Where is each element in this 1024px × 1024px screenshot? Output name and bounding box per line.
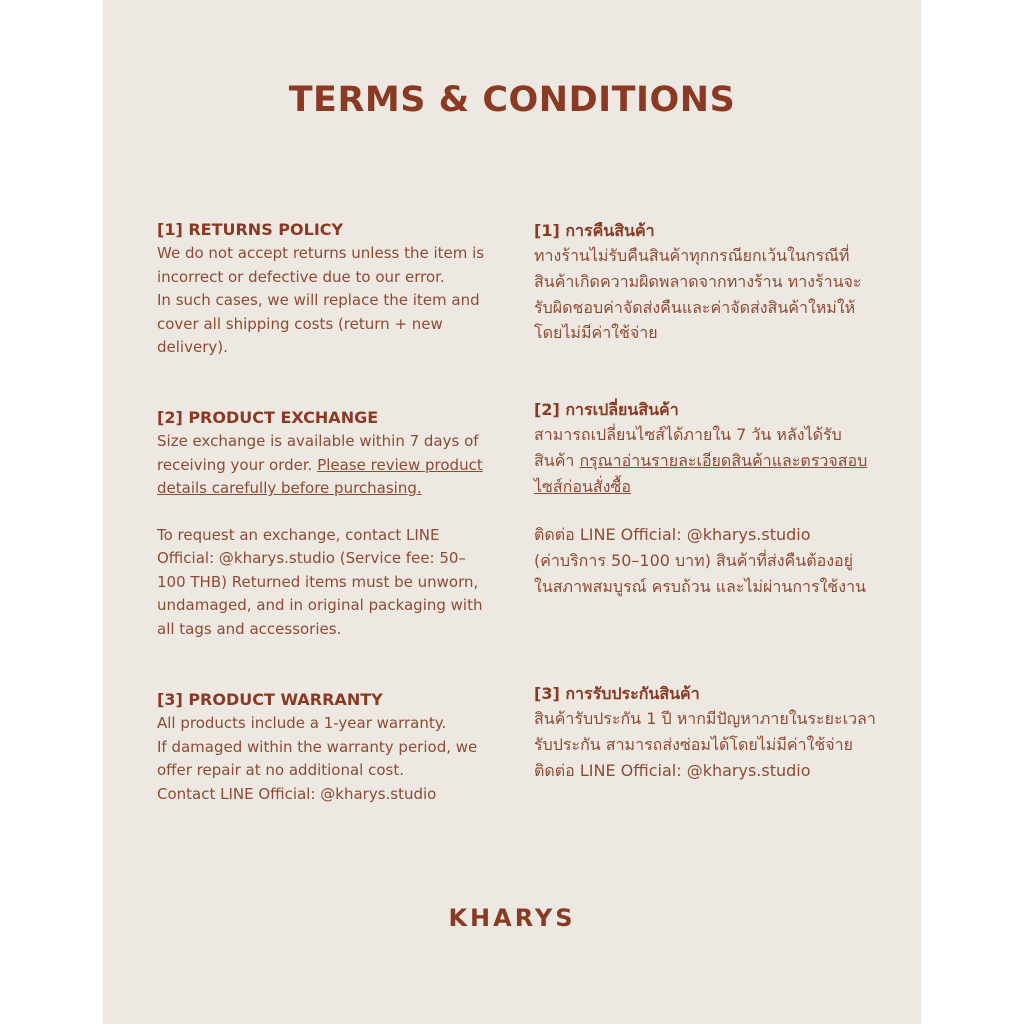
terms-card xyxy=(103,0,921,1024)
product-warranty-th xyxy=(534,684,880,783)
exchange-heading-th: [2] การเปลี่ยนสินค้า xyxy=(534,400,679,419)
warranty-heading-en: [3] PRODUCT WARRANTY xyxy=(157,690,383,709)
warranty-body-en: All products include a 1-year warranty. If damaged within the warranty period, we offer repair at no additional cost. Contact LINE Official: @kharys.studio xyxy=(157,714,478,803)
exchange-body-th xyxy=(534,422,880,499)
exchange-text-en: Size exchange is available within 7 days of receiving your order. xyxy=(157,432,479,474)
product-warranty-en xyxy=(157,690,503,806)
brand-logo: KHARYS xyxy=(448,904,576,932)
returns-heading-th: [1] การคืนสินค้า xyxy=(534,221,655,240)
product-exchange-th xyxy=(534,400,880,600)
returns-heading-en: [1] RETURNS POLICY xyxy=(157,220,344,239)
exchange-heading-en: [2] PRODUCT EXCHANGE xyxy=(157,408,379,427)
review-details-link-en: Please review product details carefully before purchasing. xyxy=(157,455,483,497)
returns-body-th: ทางร้านไม่รับคืนสินค้าทุกกรณียกเว้นในกรณีที่ สินค้าเกิดความผิดพลาดจากทางร้าน ทางร้านจะ รับผิดชอบค่าจัดส่งคืนและค่าจัดส่งสินค้าใหม่ให้ โดยไม่มีค่าใช้จ่าย xyxy=(534,246,862,343)
returns-policy-th xyxy=(534,221,880,346)
warranty-body-th: สินค้ารับประกัน 1 ปี หากมีปัญหาภายในระยะเวลา รับประกัน สามารถส่งซ่อมได้โดยไม่มีค่าใช้จ่าย ติดต่อ LINE Official: @kharys.studio xyxy=(534,709,876,780)
review-details-link-th: กรุณาอ่านรายละเอียดสินค้าและตรวจสอบ ไซส์ก่อนสั่งซื้อ xyxy=(534,450,868,496)
exchange-body-en xyxy=(157,430,503,501)
exchange-contact-en: To request an exchange, contact LINE Official: @kharys.studio (Service fee: 50– 100 THB) Returned items must be unworn, undamaged, and in original packaging with all tags and accessories. xyxy=(157,525,483,638)
page-title: TERMS & CONDITIONS xyxy=(288,80,736,120)
exchange-text-th: สามารถเปลี่ยนไซส์ได้ภายใน 7 วัน หลังได้รับ สินค้า xyxy=(534,425,842,470)
warranty-heading-th: [3] การรับประกันสินค้า xyxy=(534,684,700,703)
exchange-contact-th: ติดต่อ LINE Official: @kharys.studio (ค่าบริการ 50–100 บาท) สินค้าที่ส่งคืนต้องอยู่ ในสภาพสมบูรณ์ ครบถ้วน และไม่ผ่านการใช้งาน xyxy=(534,525,867,596)
returns-body-en: We do not accept returns unless the item is incorrect or defective due to our error. In such cases, we will replace the item and cover all shipping costs (return + new delivery). xyxy=(157,244,485,356)
returns-policy-en xyxy=(157,220,503,360)
product-exchange-en xyxy=(157,408,503,641)
